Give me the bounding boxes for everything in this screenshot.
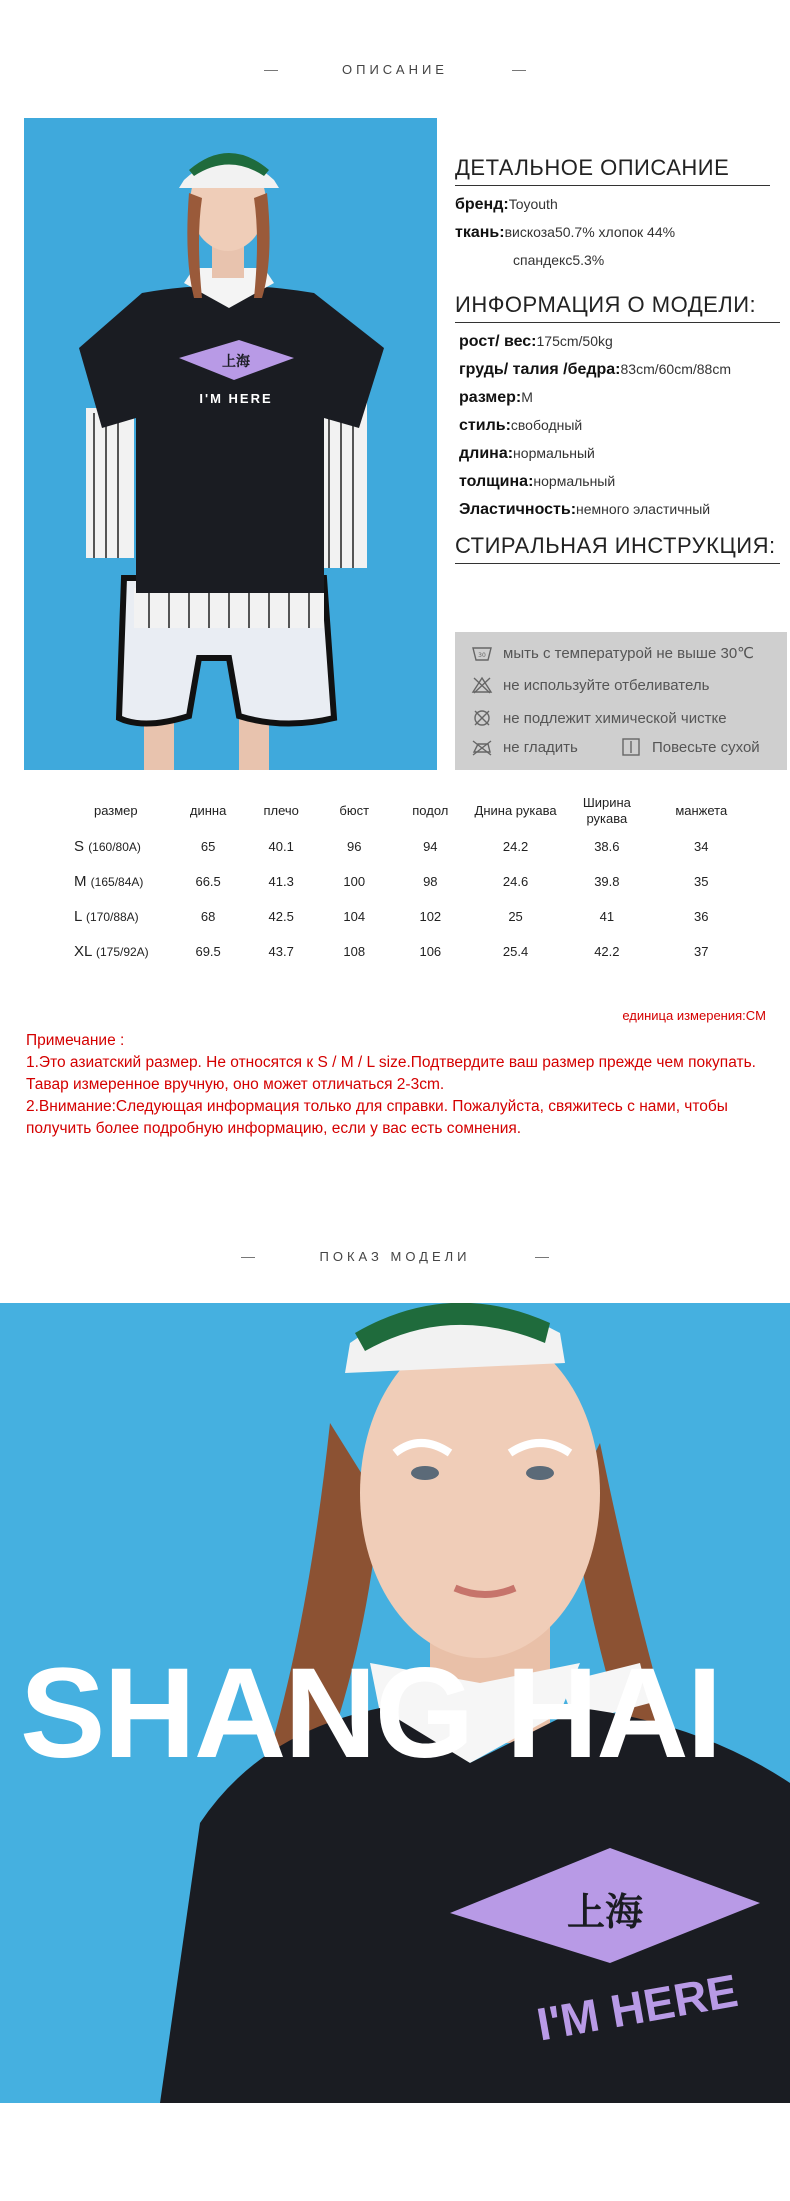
model-row (455, 445, 785, 463)
section-heading-model-show (0, 1249, 790, 1264)
size-table-header: Днина рукава (474, 803, 557, 818)
shirt-logo-closeup-text: 上海 (566, 1890, 644, 1934)
fabric-value-2: спандекс5.3% (513, 252, 605, 268)
table-cell: 34 (694, 839, 709, 854)
table-cell: 68 (200, 909, 216, 924)
notes-block (26, 1030, 776, 1140)
table-cell: 102 (419, 909, 442, 924)
svg-text:30: 30 (478, 652, 486, 659)
unit-note: единица измерения:CM (622, 1008, 766, 1023)
size-code: (165/84A) (90, 875, 144, 889)
fabric-label: ткань: (455, 224, 505, 241)
table-cell: 36 (694, 909, 709, 924)
size-code: (170/88A) (85, 910, 139, 924)
model-front-illustration (24, 118, 437, 770)
fabric-row (455, 224, 785, 242)
size-label: XL (74, 943, 92, 960)
detail-title: ДЕТАЛЬНОЕ ОПИСАНИЕ (455, 155, 770, 186)
model-row-value: 83cm/60cm/88cm (620, 361, 731, 377)
table-cell: 42.2 (594, 944, 620, 959)
model-row-value: свободный (510, 417, 583, 433)
table-row (60, 829, 750, 864)
table-cell: 41 (599, 909, 615, 924)
wash-item-text: не подлежит химической чистке (503, 709, 727, 727)
model-row-value: 175cm/50kg (536, 333, 613, 349)
shirt-logo-text: 上海 (222, 354, 250, 370)
no-dry-clean-icon (471, 709, 493, 727)
model-row-label: Эластичность: (459, 501, 577, 518)
size-cell (60, 864, 172, 899)
table-cell: 104 (343, 909, 366, 924)
model-row-value: немного эластичный (576, 501, 711, 517)
wash-item-hang-dry (620, 738, 760, 756)
brand-label: бренд: (455, 196, 509, 213)
model-row-label: грудь/ талия /бедра: (459, 361, 621, 378)
hang-dry-icon (620, 738, 642, 756)
wash-item-text: Повесьте сухой (652, 738, 760, 756)
size-table-header: бюст (339, 803, 370, 818)
table-cell: 35 (694, 874, 709, 889)
model-row (455, 501, 785, 519)
table-cell: 43.7 (268, 944, 294, 959)
table-cell: 42.5 (268, 909, 294, 924)
model-row-value: M (521, 389, 533, 405)
heading-dash-left (264, 70, 278, 71)
wash-instructions-box (455, 632, 787, 770)
table-row (60, 934, 750, 969)
size-cell (60, 899, 172, 934)
size-table-header-row (60, 793, 750, 829)
table-row (60, 899, 750, 934)
model-row (455, 361, 785, 379)
wash-item-no-bleach (471, 676, 709, 694)
section-heading-text: ПОКАЗ МОДЕЛИ (319, 1249, 471, 1264)
wash-title: СТИРАЛЬНАЯ ИНСТРУКЦИЯ: (455, 533, 780, 564)
size-table-header: плечо (263, 803, 299, 818)
no-iron-icon (471, 738, 493, 756)
fabric-value: вискоза50.7% хлопок 44% (504, 224, 676, 240)
model-row-label: толщина: (459, 473, 534, 490)
table-cell: 25 (508, 909, 523, 924)
table-cell: 69.5 (195, 944, 221, 959)
size-code: (175/92A) (95, 945, 149, 959)
heading-dash-right (512, 70, 526, 71)
details-panel (455, 155, 785, 564)
table-cell: 100 (343, 874, 366, 889)
table-cell: 40.1 (268, 839, 294, 854)
model-row-label: стиль: (459, 417, 511, 434)
size-table-header: подол (412, 803, 449, 818)
model-row (455, 417, 785, 435)
shirt-slogan-closeup-text: I'M HERE (532, 1964, 742, 2051)
model-row-label: размер: (459, 389, 522, 406)
no-bleach-icon (471, 676, 493, 694)
table-cell: 41.3 (268, 874, 294, 889)
heading-dash-right (535, 1257, 549, 1258)
size-table-header: манжета (675, 803, 728, 818)
table-cell: 24.6 (502, 874, 529, 889)
brand-row (455, 196, 785, 214)
size-table-header: динна (189, 803, 227, 818)
wash-item-no-iron (471, 738, 578, 756)
table-cell: 65 (200, 839, 216, 854)
model-info-title: ИНФОРМАЦИЯ О МОДЕЛИ: (455, 292, 780, 323)
notes-line: 2.Внимание:Следующая информация только для справки. Пожалуйста, свяжитесь с нами, чтобы (26, 1098, 728, 1115)
table-cell: 98 (423, 874, 438, 889)
size-code: (160/80A) (88, 840, 141, 854)
section-heading-text: ОПИСАНИЕ (342, 62, 448, 77)
size-cell (60, 934, 172, 969)
model-row-value: нормальный (513, 445, 595, 461)
size-table-header: размер (93, 803, 138, 818)
model-row-label: длина: (459, 445, 514, 462)
model-row (455, 333, 785, 351)
table-cell: 37 (694, 944, 709, 959)
size-label: L (74, 908, 82, 925)
model-row (455, 473, 785, 491)
wash-item-text: не гладить (503, 738, 578, 756)
shanghai-banner-text: SHANG HAI (20, 1642, 721, 1785)
size-table (60, 793, 750, 969)
table-cell: 108 (343, 944, 366, 959)
size-cell (60, 829, 172, 864)
table-cell: 94 (423, 839, 438, 854)
table-cell: 24.2 (502, 839, 529, 854)
section-heading-description (0, 62, 790, 77)
table-row (60, 864, 750, 899)
table-cell: 39.8 (594, 874, 620, 889)
notes-line: Тавар измеренное вручную, оно может отличаться 2-3cm. (26, 1076, 445, 1093)
model-row-value: нормальный (533, 473, 616, 489)
table-cell: 25.4 (502, 944, 529, 959)
model-row-label: рост/ вес: (459, 333, 537, 350)
wash-item-text: не используйте отбеливатель (503, 676, 710, 694)
notes-title: Примечание : (26, 1032, 125, 1049)
wash-item-text: мыть с температурой не выше 30℃ (503, 645, 755, 662)
wash-item-no-dry-clean (471, 709, 727, 727)
brand-value: Toyouth (508, 196, 558, 212)
heading-dash-left (241, 1257, 255, 1258)
size-label: M (74, 873, 87, 890)
table-cell: 66.5 (195, 874, 221, 889)
wash-item-temperature (471, 644, 754, 662)
notes-line: получить более подробную информацию, если у вас есть сомнения. (26, 1120, 522, 1137)
size-table-header: Ширина рукава (582, 795, 631, 826)
model-photo-front (24, 118, 437, 770)
model-row (455, 389, 785, 407)
table-cell: 96 (346, 839, 362, 854)
size-label: S (74, 838, 85, 855)
table-cell: 38.6 (594, 839, 620, 854)
fabric-row-2 (455, 252, 785, 268)
wash-30-icon (471, 644, 493, 662)
table-cell: 106 (419, 944, 442, 959)
notes-line: 1.Это азиатский размер. Не относятся к S / M / L size.Подтвердите ваш размер прежде чем покупать. (26, 1054, 756, 1071)
shirt-slogan-text: I'M HERE (199, 391, 273, 406)
